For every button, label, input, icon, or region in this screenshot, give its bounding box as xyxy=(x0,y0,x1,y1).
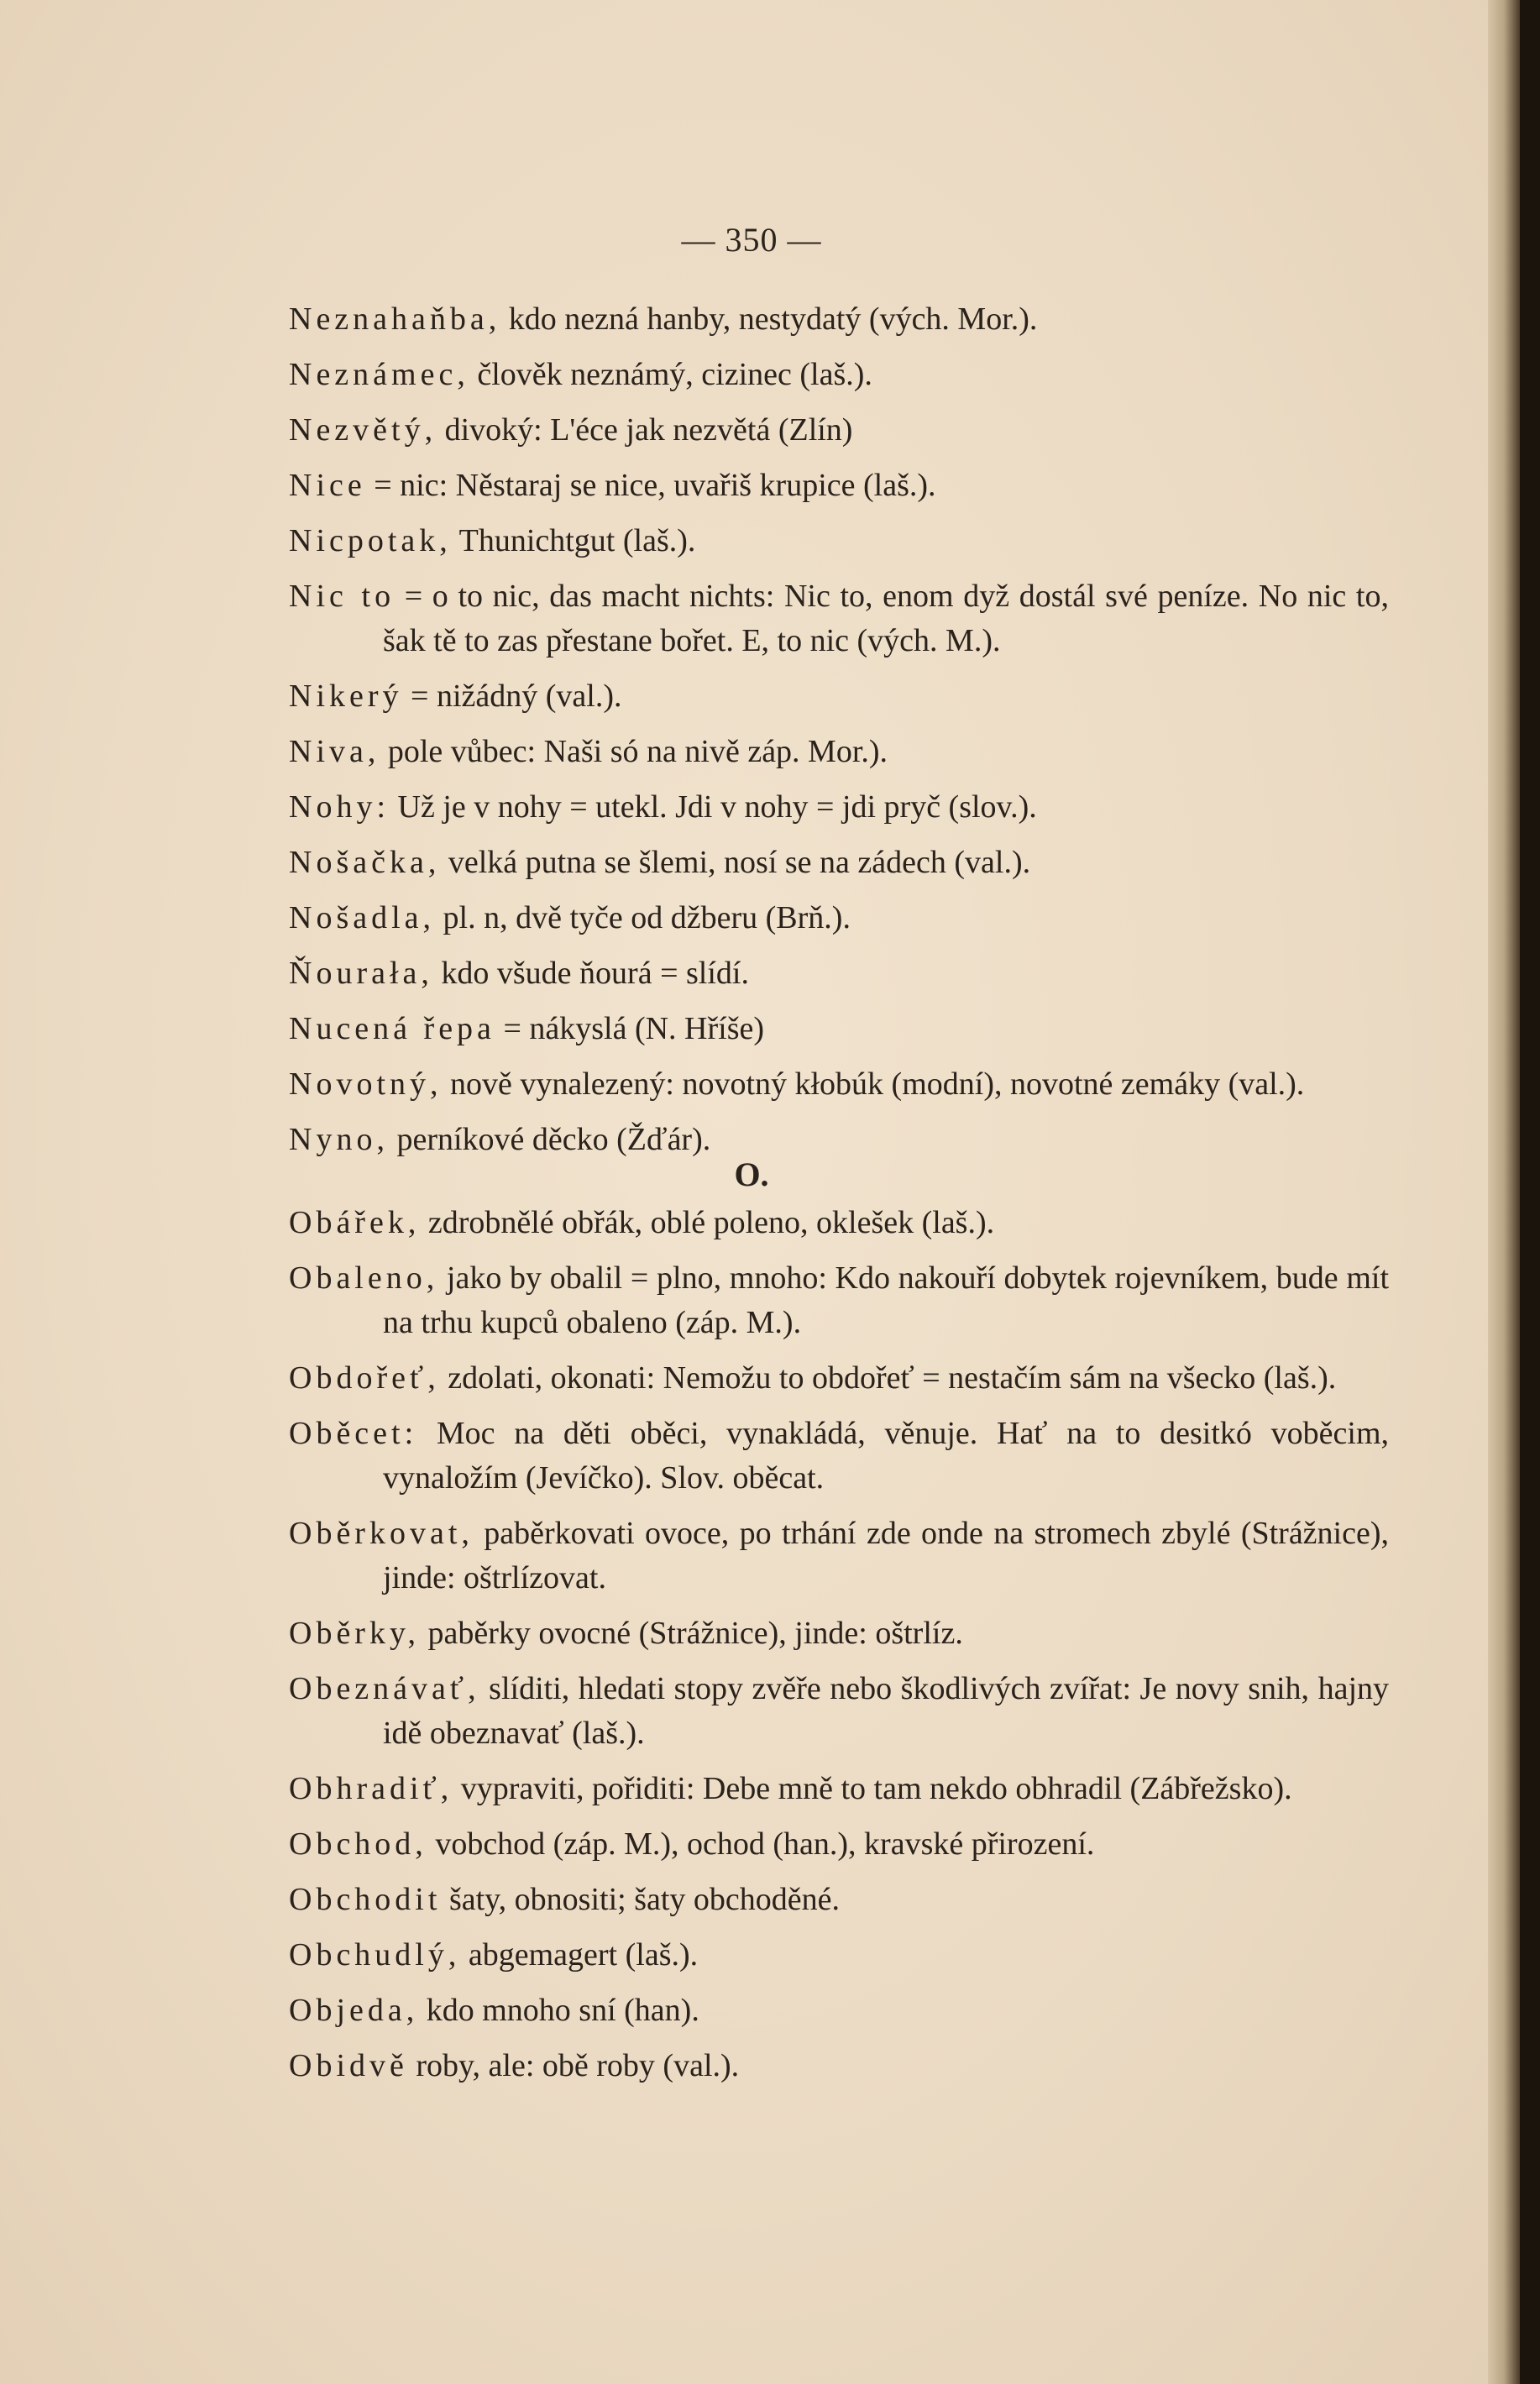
entry-definition: paběrky ovocné (Strážnice), jinde: oštrlíz. xyxy=(420,1616,963,1651)
entry-definition: = o to nic, das macht nichts: Nic to, enom dyž dostál své peníze. No nic to, šak tě to zas přestane bořet. E, to nic (vých. M.). xyxy=(383,579,1389,658)
entries-section-n xyxy=(289,297,1389,1173)
dictionary-entry xyxy=(289,1933,1389,1978)
entry-definition: pl. n, dvě tyče od džberu (Brň.). xyxy=(435,900,851,935)
entries-section-o xyxy=(289,1201,1389,2099)
entry-headword: Obchod, xyxy=(289,1826,427,1862)
dictionary-entry xyxy=(289,896,1389,941)
entry-definition: perníkové děcko (Žďár). xyxy=(388,1122,711,1157)
entry-definition: jako by obalil = plno, mnoho: Kdo nakouří dobytek rojevníkem, bude mít na trhu kupců obaleno (záp. M.). xyxy=(383,1260,1389,1340)
entry-definition: Už je v nohy = utekl. Jdi v nohy = jdi pryč (slov.). xyxy=(390,789,1037,825)
entry-definition: roby, ale: obě roby (val.). xyxy=(407,2048,740,2083)
entry-headword: Obchudlý, xyxy=(289,1937,461,1973)
entry-headword: Oběrky, xyxy=(289,1616,420,1651)
dictionary-entry xyxy=(289,1201,1389,1245)
entry-definition: pole vůbec: Naši só na nivě záp. Mor.). xyxy=(380,734,888,769)
dictionary-entry xyxy=(289,1356,1389,1401)
book-spine xyxy=(1520,0,1540,2384)
dictionary-entry xyxy=(289,730,1389,774)
entry-headword: Obidvě xyxy=(289,2048,408,2083)
dictionary-entry xyxy=(289,353,1389,397)
entry-headword: Obaleno, xyxy=(289,1260,439,1296)
entry-definition: = nic: Něstaraj se nice, uvařiš krupice (laš.). xyxy=(365,468,936,503)
entry-headword: Novotný, xyxy=(289,1066,443,1102)
dictionary-entry xyxy=(289,841,1389,885)
entry-headword: Nucená řepa xyxy=(289,1011,495,1046)
dictionary-entry xyxy=(289,951,1389,996)
dictionary-entry xyxy=(289,1007,1389,1051)
dictionary-entry xyxy=(289,1062,1389,1107)
entry-definition: kdo nezná hanby, nestydatý (vých. Mor.). xyxy=(500,301,1038,337)
section-heading-o: O. xyxy=(734,1155,769,1193)
entry-definition: člověk neznámý, cizinec (laš.). xyxy=(469,357,872,392)
entry-headword: Oběcet: xyxy=(289,1416,418,1451)
entry-headword: Ňourała, xyxy=(289,956,433,991)
entry-headword: Obeznávať, xyxy=(289,1671,480,1706)
dictionary-entry xyxy=(289,464,1389,508)
entry-definition: divoký: L'éce jak nezvětá (Zlín) xyxy=(437,412,853,448)
entry-definition: nově vynalezený: novotný kłobúk (modní), novotné zemáky (val.). xyxy=(442,1066,1305,1102)
entry-headword: Nohy: xyxy=(289,789,390,825)
entry-headword: Objeda, xyxy=(289,1993,419,2028)
entry-definition: paběrkovati ovoce, po trhání zde onde na stromech zbylé (Strážnice), jinde: oštrlízovat. xyxy=(383,1516,1389,1595)
entry-headword: Nicpotak, xyxy=(289,523,452,558)
entry-definition: zdrobnělé obřák, oblé poleno, oklešek (laš.). xyxy=(420,1205,995,1240)
entry-headword: Obdořeť, xyxy=(289,1360,440,1396)
dictionary-entry xyxy=(289,674,1389,719)
entry-definition: vobchod (záp. M.), ochod (han.), kravské přirození. xyxy=(427,1826,1095,1862)
entry-headword: Nice xyxy=(289,468,366,503)
entry-headword: Oběrkovat, xyxy=(289,1516,474,1551)
entry-headword: Obchodit xyxy=(289,1882,442,1917)
entry-headword: Obhradiť, xyxy=(289,1771,453,1806)
entry-headword: Nošadla, xyxy=(289,900,436,935)
entry-headword: Neznámec, xyxy=(289,357,469,392)
dictionary-entry xyxy=(289,785,1389,830)
dictionary-entry xyxy=(289,1256,1389,1345)
dictionary-entry xyxy=(289,1988,1389,2033)
dictionary-entry xyxy=(289,519,1389,563)
entry-definition: = nižádný (val.). xyxy=(402,679,622,714)
dictionary-entry xyxy=(289,1512,1389,1601)
dictionary-entry xyxy=(289,1822,1389,1867)
dictionary-entry xyxy=(289,1611,1389,1656)
dictionary-entry xyxy=(289,2044,1389,2088)
page-edge xyxy=(1488,0,1520,2384)
entry-definition: kdo mnoho sní (han). xyxy=(418,1993,699,2028)
entry-definition: velká putna se šlemi, nosí se na zádech (val.). xyxy=(440,845,1031,880)
entry-headword: Neznahaňba, xyxy=(289,301,501,337)
dictionary-entry xyxy=(289,1667,1389,1756)
dictionary-entry xyxy=(289,574,1389,663)
entry-definition: kdo všude ňourá = slídí. xyxy=(432,956,749,991)
entry-headword: Nic to xyxy=(289,579,395,614)
entry-definition: zdolati, okonati: Nemožu to obdořeť = nestačím sám na všecko (laš.). xyxy=(439,1360,1337,1396)
entry-definition: Moc na děti oběci, vynakládá, věnuje. Hať na to desitkó voběcim, vynaložím (Jevíčko). Slov. oběcat. xyxy=(383,1416,1389,1496)
dictionary-entry xyxy=(289,1412,1389,1501)
entry-headword: Obářek, xyxy=(289,1205,421,1240)
dictionary-entry xyxy=(289,297,1389,342)
entry-definition: vypraviti, pořiditi: Debe mně to tam nekdo obhradil (Zábřežsko). xyxy=(453,1771,1292,1806)
entry-definition: šaty, obnositi; šaty obchoděné. xyxy=(441,1882,841,1917)
dictionary-entry xyxy=(289,1767,1389,1811)
entry-headword: Nošačka, xyxy=(289,845,441,880)
entry-headword: Nezvětý, xyxy=(289,412,437,448)
dictionary-entry xyxy=(289,1878,1389,1922)
dictionary-entry xyxy=(289,408,1389,453)
entry-headword: Nikerý xyxy=(289,679,403,714)
entry-definition: abgemagert (laš.). xyxy=(460,1937,699,1973)
page-number: — 350 — xyxy=(681,221,822,259)
entry-definition: Thunichtgut (laš.). xyxy=(451,523,696,558)
entry-definition: = nákyslá (N. Hříše) xyxy=(495,1011,765,1046)
entry-definition: slíditi, hledati stopy zvěře nebo škodlivých zvířat: Je novy snih, hajny idě obeznavať (laš.). xyxy=(383,1671,1389,1751)
entry-headword: Nyno, xyxy=(289,1122,389,1157)
entry-headword: Niva, xyxy=(289,734,380,769)
